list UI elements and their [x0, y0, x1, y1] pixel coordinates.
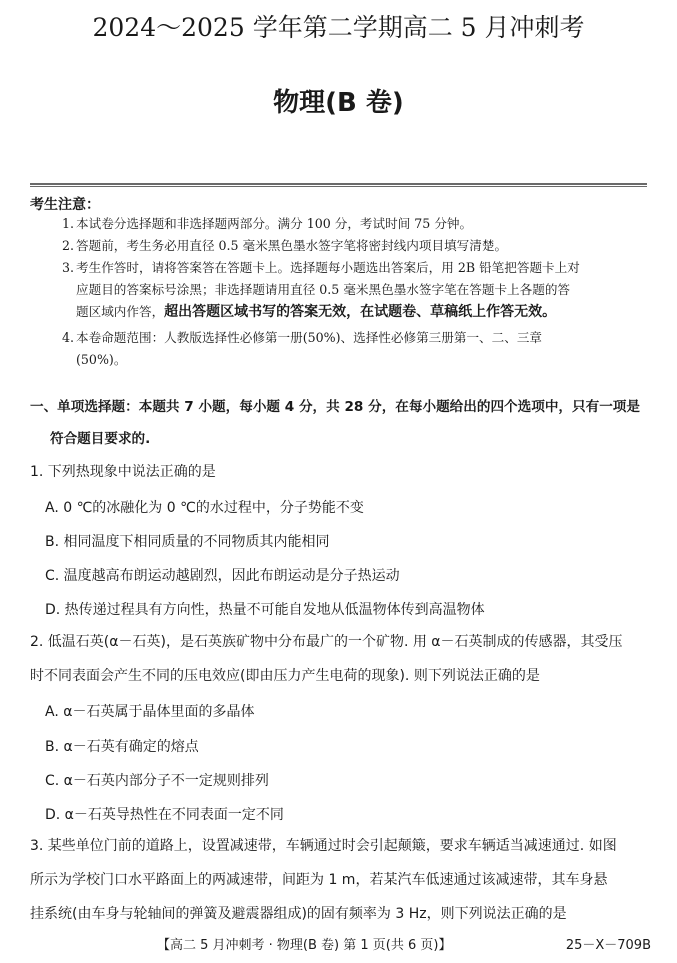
question-stem-line: 1. 下列热现象中说法正确的是 [30, 464, 216, 480]
notice-item-text: (50%)。 [76, 352, 127, 367]
notice-item-number: 3. [62, 260, 75, 275]
section-heading [30, 391, 655, 455]
question-option: A. α－石英属于晶体里面的多晶体 [45, 704, 255, 720]
question-option: B. α－石英有确定的熔点 [45, 739, 199, 755]
divider-line-thin [30, 186, 647, 187]
question-option: A. 0 ℃的冰融化为 0 ℃的水过程中，分子势能不变 [45, 500, 364, 516]
notice-item-number: 2. [62, 238, 75, 253]
question-stem [30, 625, 655, 693]
notice-item-text: 考生作答时，请将答案答在答题卡上。选择题每小题选出答案后，用 2B 铅笔把答题卡上对 [76, 260, 580, 275]
section-heading-line: 符合题目要求的. [50, 431, 151, 447]
notice-item [62, 213, 650, 235]
question-stem-line: 2. 低温石英(α－石英)，是石英族矿物中分布最广的一个矿物. 用 α－石英制成的传感器，其受压 [30, 634, 623, 650]
footer-page-info: 【高二 5 月冲刺考 · 物理(B 卷) 第 1 页(共 6 页)】 [157, 938, 452, 953]
notice-item-number: 4. [62, 330, 75, 345]
question-stem-line: 时不同表面会产生不同的压电效应(即由压力产生电荷的现象). 则下列说法正确的是 [30, 668, 540, 684]
divider-line [30, 183, 647, 185]
notice-item [62, 235, 650, 257]
question-stem-line: 3. 某些单位门前的道路上，设置减速带，车辆通过时会引起颠簸，要求车辆适当减速通过. 如图 [30, 838, 617, 854]
notice-item-text: 本卷命题范围：人教版选择性必修第一册(50%)、选择性必修第三册第一、二、三章 [76, 330, 543, 345]
exam-title: 2024～2025 学年第二学期高二 5 月冲刺考 [92, 13, 585, 42]
question-option: D. 热传递过程具有方向性，热量不可能自发地从低温物体传到高温物体 [45, 602, 485, 618]
question-option: C. α－石英内部分子不一定规则排列 [45, 773, 269, 789]
question-stem-line: 所示为学校门口水平路面上的两减速带，间距为 1 m，若某汽车低速通过该减速带，其车身悬 [30, 872, 608, 888]
notice-emphasis-text: 超出答题区域书写的答案无效，在试题卷、草稿纸上作答无效。 [164, 304, 557, 320]
notice-item [62, 327, 650, 371]
question-stem [30, 455, 655, 489]
section-heading-line: 一、单项选择题：本题共 7 小题，每小题 4 分，共 28 分，在每小题给出的四个选项中，只有一项是 [30, 399, 640, 415]
footer-code: 25－X－709B [565, 938, 651, 953]
notice-item-text: 应题目的答案标号涂黑；非选择题请用直径 0.5 毫米黑色墨水签字笔在答题卡上各题的答 [76, 282, 571, 297]
notice-item-text: 答题前，考生务必用直径 0.5 毫米黑色墨水签字笔将密封线内项目填写清楚。 [76, 238, 508, 253]
question-stem-line: 挂系统(由车身与轮轴间的弹簧及避震器组成)的固有频率为 3 Hz，则下列说法正确的是 [30, 906, 567, 922]
question-stem [30, 829, 655, 931]
question-option: C. 温度越高布朗运动越剧烈，因此布朗运动是分子热运动 [45, 568, 400, 584]
subject-title: 物理(B 卷) [273, 88, 404, 118]
notice-item-text: 题区域内作答， [76, 304, 165, 319]
question-option: B. 相同温度下相同质量的不同物质其内能相同 [45, 534, 330, 550]
question-option: D. α－石英导热性在不同表面一定不同 [45, 807, 284, 823]
notice-item-number: 1. [62, 216, 75, 231]
notice-item [62, 257, 650, 323]
notice-heading: 考生注意： [30, 197, 100, 213]
notice-item-text: 本试卷分选择题和非选择题两部分。满分 100 分，考试时间 75 分钟。 [76, 216, 473, 231]
